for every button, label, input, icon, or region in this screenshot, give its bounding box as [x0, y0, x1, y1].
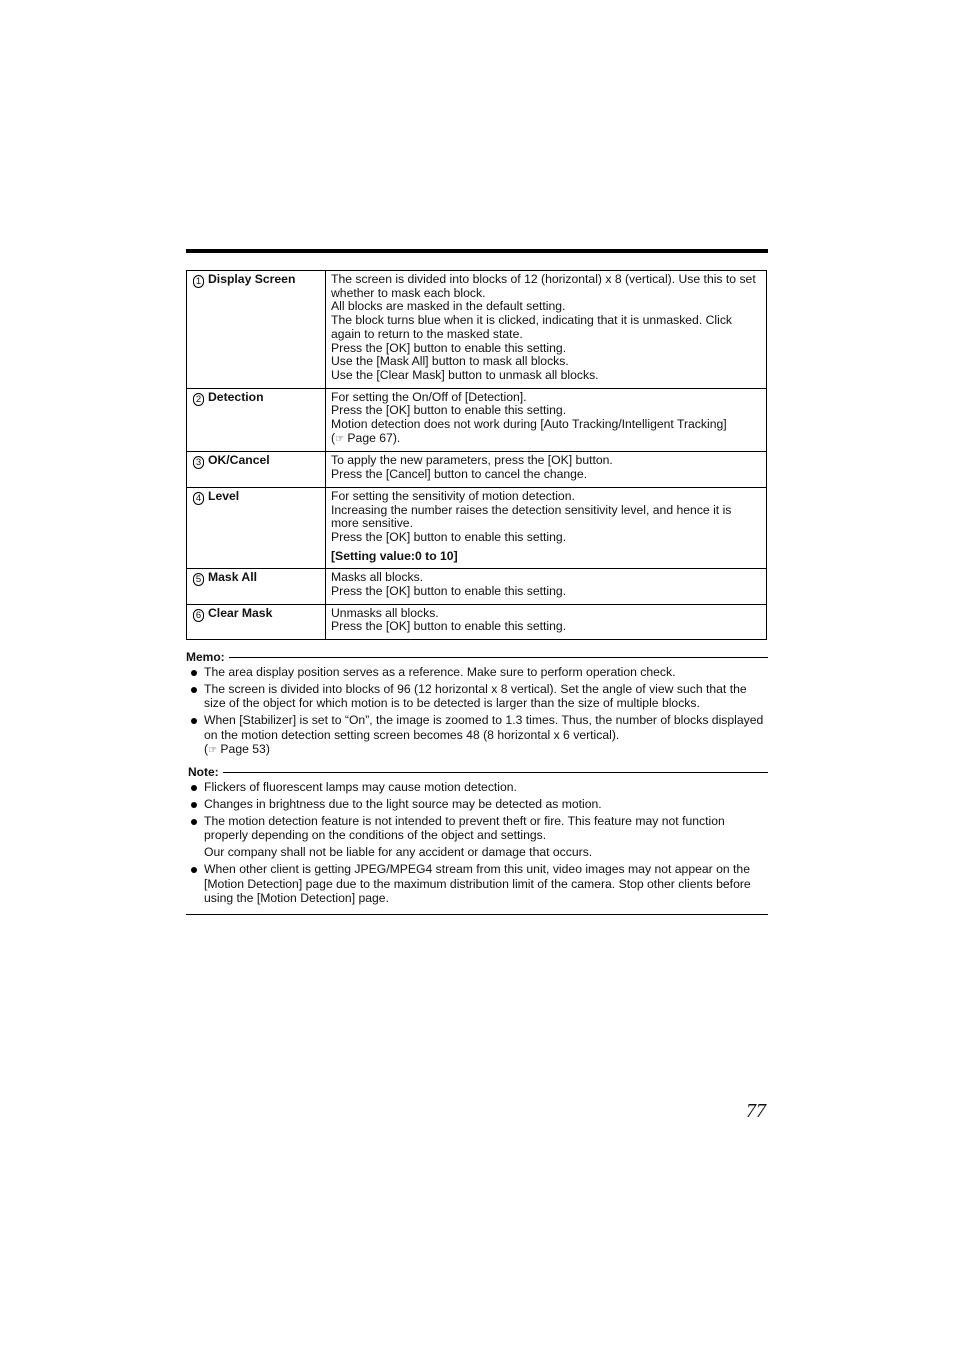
- memo-title: Memo:: [186, 650, 225, 664]
- item-cell: [187, 604, 326, 639]
- item-cell: [187, 452, 326, 487]
- list-item: [186, 814, 768, 860]
- item-label: Level: [208, 488, 240, 503]
- memo-list: [186, 665, 768, 761]
- memo-item-text: The area display position serves as a reference. Make sure to perform operation check.: [204, 665, 676, 679]
- description-cell: [326, 388, 767, 452]
- top-rule: [186, 249, 768, 253]
- description-cell: [326, 569, 767, 604]
- bullet-icon: [191, 785, 197, 791]
- page-reference: (☞ Page 67).: [331, 430, 401, 445]
- description-line: For setting the On/Off of [Detection].: [331, 389, 527, 404]
- memo-heading: [186, 650, 768, 664]
- description-line: Use the [Mask All] button to mask all blocks.: [331, 354, 569, 369]
- list-item: [186, 780, 768, 795]
- reference-text: Page 67).: [347, 430, 401, 445]
- setting-value: [Setting value:0 to 10]: [331, 548, 458, 563]
- item-cell: [187, 271, 326, 389]
- list-item: [186, 862, 768, 906]
- item-cell: [187, 569, 326, 604]
- table-row: [187, 569, 767, 604]
- note-item-text: The motion detection feature is not intended to prevent theft or fire. This feature may not function properly depending on the conditions of the object and settings.: [204, 813, 725, 843]
- description-line: Press the [Cancel] button to cancel the change.: [331, 467, 588, 482]
- note-item-extra: Our company shall not be liable for any accident or damage that occurs.: [204, 845, 593, 860]
- bullet-icon: [191, 718, 197, 724]
- description-line: Press the [OK] button to enable this setting.: [331, 529, 567, 544]
- page-reference: (☞ Page 53): [204, 742, 270, 757]
- table-row: [187, 487, 767, 569]
- item-cell: [187, 487, 326, 569]
- list-item: [186, 713, 768, 759]
- description-line: The block turns blue when it is clicked, indicating that it is unmasked. Click again to return to the masked state.: [331, 313, 733, 341]
- memo-item-text: When [Stabilizer] is set to “On”, the image is zoomed to 1.3 times. Thus, the number of blocks displayed on the motion detection setting screen becomes 48 (8 horizontal x 6 vertical).: [204, 713, 764, 742]
- note-item-text: Changes in brightness due to the light source may be detected as motion.: [204, 796, 602, 811]
- description-line: Press the [OK] button to enable this setting.: [331, 619, 567, 634]
- list-item: [186, 797, 768, 812]
- circled-number: 4: [193, 492, 204, 505]
- bullet-icon: [191, 802, 197, 808]
- item-cell: [187, 388, 326, 452]
- description-line: The screen is divided into blocks of 12 (horizontal) x 8 (vertical). Use this to set whether to mask each block.: [331, 272, 756, 300]
- bottom-rule: [186, 914, 768, 915]
- reference-text: Page 53): [220, 742, 270, 757]
- description-line: Motion detection does not work during [Auto Tracking/Intelligent Tracking]: [331, 417, 727, 432]
- bullet-icon: [191, 670, 197, 676]
- description-line: Masks all blocks.: [331, 570, 424, 585]
- reference-icon: ☞: [335, 433, 345, 445]
- bullet-icon: [191, 819, 197, 825]
- description-line: Unmasks all blocks.: [331, 605, 439, 620]
- note-rule: [223, 772, 768, 773]
- description-line: Increasing the number raises the detection sensitivity level, and hence it is more sensitive.: [331, 502, 732, 531]
- memo-rule: [229, 657, 768, 658]
- item-label: Clear Mask: [208, 605, 273, 620]
- memo-item-text: The screen is divided into blocks of 96 (12 horizontal x 8 vertical). Set the angle of view such that the size of the object for which motion is to be detected is larger than the size of multiple blocks.: [204, 681, 747, 711]
- settings-table: [186, 270, 767, 640]
- bullet-icon: [191, 867, 197, 873]
- description-line: Use the [Clear Mask] button to unmask all blocks.: [331, 367, 599, 382]
- circled-number: 2: [193, 393, 204, 406]
- circled-number: 1: [193, 275, 204, 288]
- list-item: [186, 682, 768, 711]
- reference-icon: ☞: [208, 745, 218, 757]
- description-line: Press the [OK] button to enable this setting.: [331, 584, 567, 599]
- description-line: For setting the sensitivity of motion detection.: [331, 488, 575, 503]
- description-line: To apply the new parameters, press the [OK] button.: [331, 453, 613, 468]
- description-line: All blocks are masked in the default setting.: [331, 299, 566, 314]
- description-cell: [326, 271, 767, 389]
- item-label: Detection: [208, 389, 264, 404]
- circled-number: 5: [193, 573, 204, 586]
- page-number: 77: [746, 1100, 766, 1122]
- description-cell: [326, 452, 767, 487]
- circled-number: 3: [193, 456, 204, 469]
- table-row: [187, 604, 767, 639]
- note-item-text: Flickers of fluorescent lamps may cause motion detection.: [204, 780, 517, 794]
- description-line: Press the [OK] button to enable this setting.: [331, 403, 567, 418]
- item-label: Mask All: [208, 570, 257, 585]
- table-row: [187, 452, 767, 487]
- bullet-icon: [191, 687, 197, 693]
- table-row: [187, 388, 767, 452]
- note-title: Note:: [188, 765, 219, 779]
- list-item: [186, 665, 768, 680]
- item-label: Display Screen: [208, 272, 296, 286]
- description-cell: [326, 487, 767, 569]
- circled-number: 6: [193, 609, 204, 622]
- note-list: [186, 780, 768, 908]
- note-item-text: When other client is getting JPEG/MPEG4 stream from this unit, video images may not appear on the [Motion Detection] page due to the maximum distribution limit of the camera. Stop other clients before using the [Motion Detection] page.: [204, 862, 751, 906]
- item-label: OK/Cancel: [208, 453, 270, 468]
- description-line: Press the [OK] button to enable this setting.: [331, 340, 567, 355]
- description-cell: [326, 604, 767, 639]
- table-row: [187, 271, 767, 389]
- note-heading: [186, 765, 768, 779]
